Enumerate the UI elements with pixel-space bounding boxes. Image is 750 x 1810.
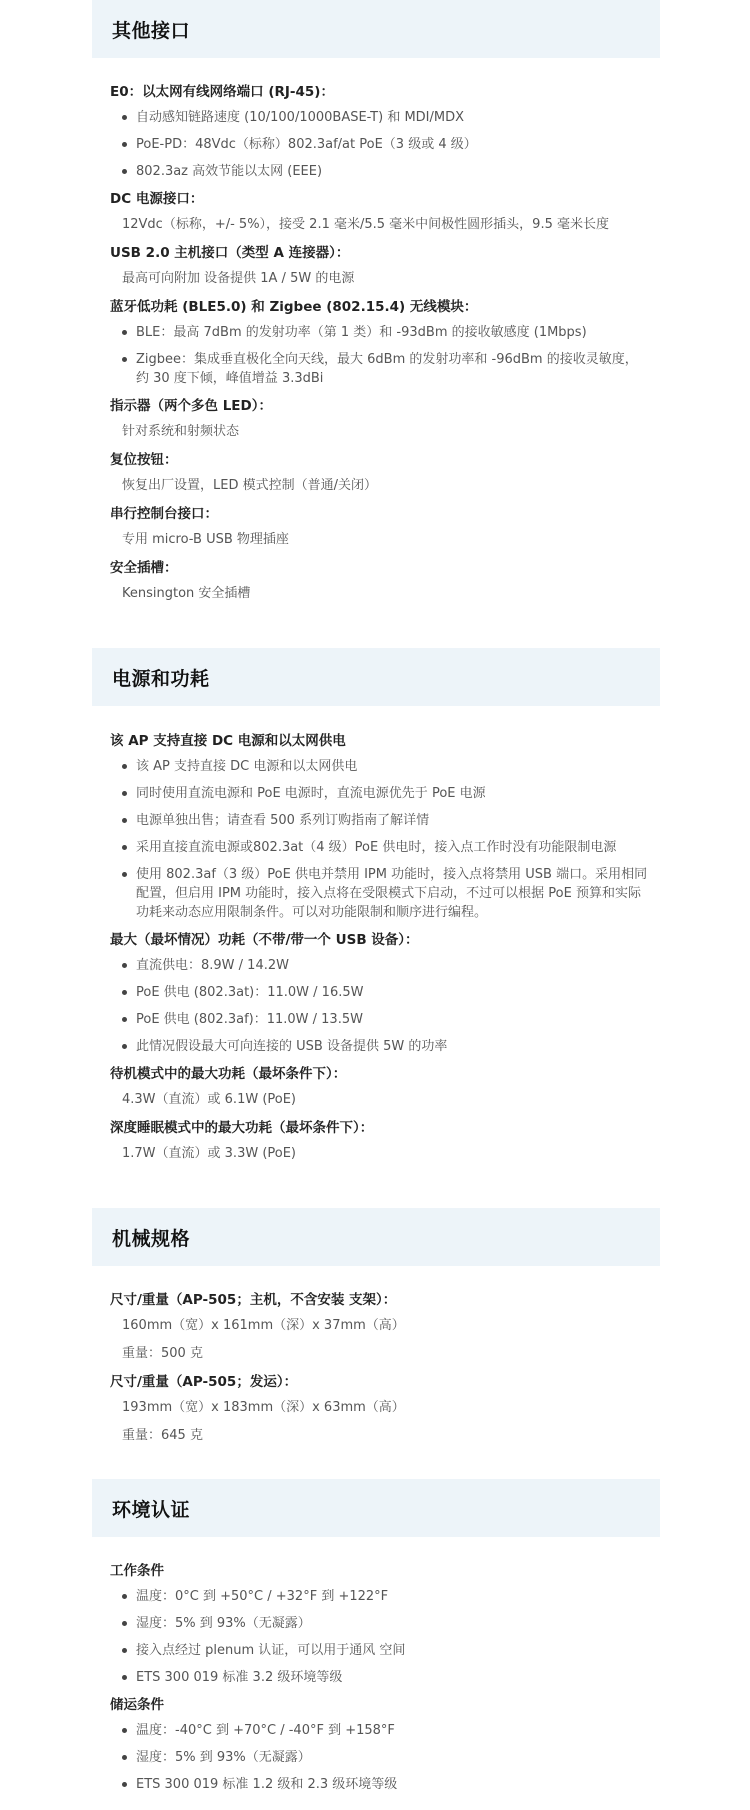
list-item: ETS 300 019 标准 1.2 级和 2.3 级环境等级 — [110, 1775, 650, 1794]
ethernet-port-list — [110, 108, 650, 181]
list-item: 湿度：5% 到 93%（无凝露） — [110, 1748, 650, 1767]
group-heading-usb-host: USB 2.0 主机接口（类型 A 连接器）： — [110, 245, 350, 261]
list-item: 接入点经过 plenum 认证，可以用于通风 空间 — [110, 1641, 650, 1660]
bullet-icon — [122, 115, 127, 120]
shipping-dimensions-text: 193mm（宽）x 183mm（深）x 63mm（高） — [122, 1400, 405, 1415]
standby-power-text: 4.3W（直流）或 6.1W (PoE) — [122, 1092, 297, 1107]
bullet-icon — [122, 1675, 127, 1680]
bullet-icon — [122, 169, 127, 174]
bullet-icon — [122, 357, 127, 362]
bullet-icon — [122, 1782, 127, 1787]
operating-list — [110, 1587, 650, 1687]
dc-power-text: 12Vdc（标称，+/- 5%），接受 2.1 毫米/5.5 毫米中间极性圆形插头，9.5 毫米长度 — [122, 217, 609, 232]
group-heading-dc-power: DC 电源接口： — [110, 191, 204, 207]
section-header-mechanical — [92, 1208, 660, 1266]
bullet-icon — [122, 1728, 127, 1733]
max-power-list — [110, 956, 650, 1056]
bullet-icon — [122, 764, 127, 769]
bullet-icon — [122, 142, 127, 147]
list-item: 采用直接直流电源或802.3at（4 级）PoE 供电时，接入点工作时没有功能限制电源 — [110, 838, 650, 857]
bullet-icon — [122, 990, 127, 995]
list-item: 同时使用直流电源和 PoE 电源时，直流电源优先于 PoE 电源 — [110, 784, 650, 803]
section-title: 机械规格 — [112, 1227, 191, 1250]
list-item: 802.3az 高效节能以太网 (EEE) — [110, 162, 650, 181]
group-heading-serial-console: 串行控制台接口： — [110, 506, 218, 522]
list-item: PoE-PD：48Vdc（标称）802.3af/at PoE（3 级或 4 级） — [110, 135, 650, 154]
indicators-text: 针对系统和射频状态 — [122, 424, 240, 439]
group-heading-host-dimensions: 尺寸/重量（AP-505；主机，不含安装 支架）： — [110, 1292, 397, 1308]
list-item: 此情况假设最大可向连接的 USB 设备提供 5W 的功率 — [110, 1037, 650, 1056]
section-header-other-interfaces — [92, 0, 660, 58]
group-heading-security-slot: 安全插槽： — [110, 560, 178, 576]
list-item: ETS 300 019 标准 3.2 级环境等级 — [110, 1668, 650, 1687]
group-heading-max-power: 最大（最坏情况）功耗（不带/带一个 USB 设备）： — [110, 932, 419, 948]
list-item: PoE 供电 (802.3at)：11.0W / 16.5W — [110, 983, 650, 1002]
section-header-power — [92, 648, 660, 706]
group-heading-standby-power: 待机模式中的最大功耗（最坏条件下）： — [110, 1066, 347, 1082]
deep-sleep-power-text: 1.7W（直流）或 3.3W (PoE) — [122, 1146, 297, 1161]
list-item: PoE 供电 (802.3af)：11.0W / 13.5W — [110, 1010, 650, 1029]
security-slot-text: Kensington 安全插槽 — [122, 586, 251, 601]
host-dimensions-text: 160mm（宽）x 161mm（深）x 37mm（高） — [122, 1318, 405, 1333]
storage-list — [110, 1721, 650, 1794]
section-body-mechanical — [110, 1290, 650, 1454]
list-item: 该 AP 支持直接 DC 电源和以太网供电 — [110, 757, 650, 776]
section-title: 其他接口 — [112, 19, 191, 42]
group-heading-ethernet-port: E0：以太网有线网络端口 (RJ-45)： — [110, 84, 334, 100]
list-item: BLE：最高 7dBm 的发射功率（第 1 类）和 -93dBm 的接收敏感度 (1Mbps) — [110, 323, 650, 342]
section-title: 电源和功耗 — [112, 667, 210, 690]
bullet-icon — [122, 330, 127, 335]
reset-button-text: 恢复出厂设置，LED 模式控制（普通/关闭） — [122, 478, 377, 493]
serial-console-text: 专用 micro-B USB 物理插座 — [122, 532, 289, 547]
list-item: 温度：0°C 到 +50°C / +32°F 到 +122°F — [110, 1587, 650, 1606]
shipping-weight-text: 重量：645 克 — [122, 1428, 203, 1443]
section-body-environmental — [110, 1561, 650, 1802]
bullet-icon — [122, 1648, 127, 1653]
bullet-icon — [122, 845, 127, 850]
group-heading-ble-zigbee: 蓝牙低功耗 (BLE5.0) 和 Zigbee (802.15.4) 无线模块： — [110, 299, 478, 315]
bullet-icon — [122, 1594, 127, 1599]
list-item: 温度：-40°C 到 +70°C / -40°F 到 +158°F — [110, 1721, 650, 1740]
usb-host-text: 最高可向附加 设备提供 1A / 5W 的电源 — [122, 271, 355, 286]
section-title: 环境认证 — [112, 1498, 191, 1521]
bullet-icon — [122, 1755, 127, 1760]
bullet-icon — [122, 791, 127, 796]
section-header-environmental — [92, 1479, 660, 1537]
list-item: 电源单独出售；请查看 500 系列订购指南了解详情 — [110, 811, 650, 830]
list-item: Zigbee：集成垂直极化全向天线，最大 6dBm 的发射功率和 -96dBm 的接收灵敏度，约 30 度下倾，峰值增益 3.3dBi — [110, 350, 650, 388]
group-heading-shipping-dimensions: 尺寸/重量（AP-505；发运）： — [110, 1374, 298, 1390]
host-weight-text: 重量：500 克 — [122, 1346, 203, 1361]
bullet-icon — [122, 1017, 127, 1022]
bullet-icon — [122, 818, 127, 823]
group-heading-indicators: 指示器（两个多色 LED）： — [110, 398, 272, 414]
list-item: 湿度：5% 到 93%（无凝露） — [110, 1614, 650, 1633]
list-item: 使用 802.3af（3 级）PoE 供电并禁用 IPM 功能时，接入点将禁用 USB 端口。采用相同配置，但启用 IPM 功能时，接入点将在受限模式下启动，不过可以根据 PoE 预算和实际功耗来动态应用限制条件。可以对功能限制和顺序进行编程。 — [110, 865, 650, 922]
bullet-icon — [122, 963, 127, 968]
ble-zigbee-list — [110, 323, 650, 388]
section-body-other-interfaces — [110, 82, 650, 612]
power-support-list — [110, 757, 650, 922]
section-body-power — [110, 731, 650, 1172]
group-heading-deep-sleep-power: 深度睡眠模式中的最大功耗（最坏条件下）： — [110, 1120, 374, 1136]
list-item: 自动感知链路速度 (10/100/1000BASE-T) 和 MDI/MDX — [110, 108, 650, 127]
group-heading-reset-button: 复位按钮： — [110, 452, 178, 468]
bullet-icon — [122, 872, 127, 877]
group-heading-operating: 工作条件 — [110, 1563, 164, 1579]
bullet-icon — [122, 1621, 127, 1626]
list-item: 直流供电：8.9W / 14.2W — [110, 956, 650, 975]
group-heading-storage: 储运条件 — [110, 1697, 164, 1713]
group-heading-power-support: 该 AP 支持直接 DC 电源和以太网供电 — [110, 733, 346, 749]
bullet-icon — [122, 1044, 127, 1049]
